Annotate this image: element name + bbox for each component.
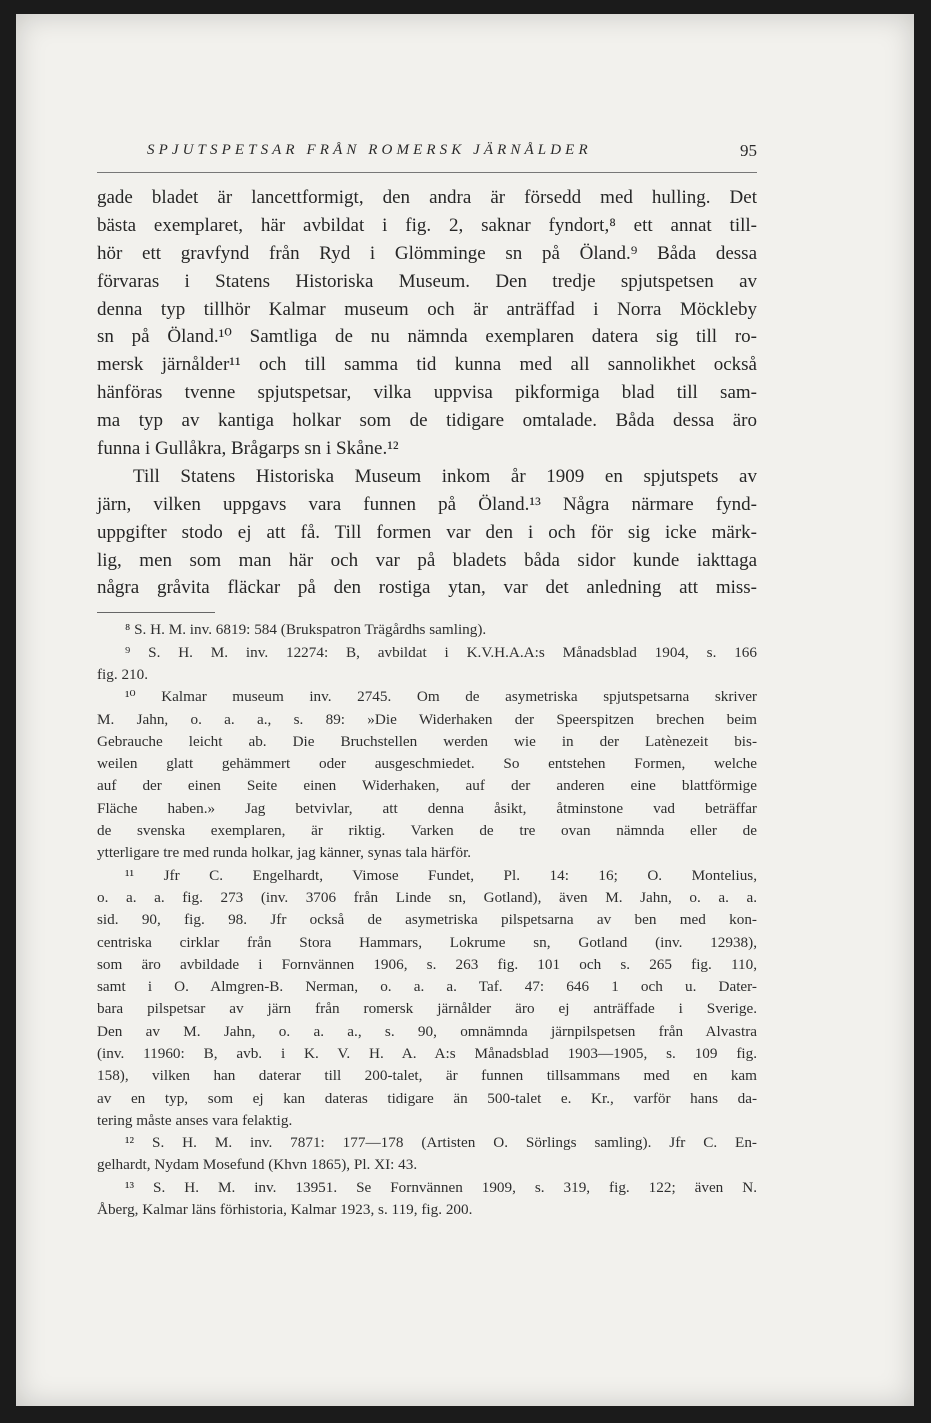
running-title: SPJUTSPETSAR FRÅN ROMERSK JÄRNÅLDER bbox=[147, 142, 592, 158]
footnote-line: samt i O. Almgren-B. Nerman, o. a. a. Taf. 47: 646 1 och u. Dater- bbox=[97, 978, 757, 996]
body-line: hänföras tvenne spjutspetsar, vilka uppvisa pikformiga blad till sam- bbox=[97, 382, 757, 404]
footnote-line: ⁸ S. H. M. inv. 6819: 584 (Brukspatron Trägårdhs samling). bbox=[125, 621, 487, 639]
footnote-line: ¹² S. H. M. inv. 7871: 177—178 (Artisten O. Sörlings samling). Jfr C. En- bbox=[125, 1134, 757, 1152]
body-line: sn på Öland.¹⁰ Samtliga de nu nämnda exemplaren datera sig till ro- bbox=[97, 326, 757, 348]
body-line: hör ett gravfynd från Ryd i Glömminge sn på Öland.⁹ Båda dessa bbox=[97, 242, 757, 264]
page-number: 95 bbox=[740, 141, 757, 160]
body-line: bästa exemplaret, här avbildat i fig. 2, saknar fyndort,⁸ ett annat till- bbox=[97, 214, 757, 236]
footnote-line: M. Jahn, o. a. a., s. 89: »Die Widerhaken der Speerspitzen brechen beim bbox=[97, 710, 757, 728]
footnote-line: Fläche haben.» Jag betvivlar, att denna åsikt, åtminstone vad beträffar bbox=[97, 799, 757, 817]
body-line: några gråvita fläckar på den rostiga ytan, var det anledning att miss- bbox=[97, 577, 757, 599]
footnote-separator bbox=[97, 612, 215, 613]
body-line: järn, vilken uppgavs vara funnen på Öland.¹³ Några närmare fynd- bbox=[97, 493, 757, 515]
footnote-line: fig. 210. bbox=[97, 665, 149, 683]
footnote-line: tering måste anses vara felaktig. bbox=[97, 1111, 293, 1129]
footnote-line: som äro avbildade i Fornvännen 1906, s. 263 fig. 101 och s. 265 fig. 110, bbox=[97, 955, 757, 973]
footnote-line: ¹¹ Jfr C. Engelhardt, Vimose Fundet, Pl. 14: 16; O. Montelius, bbox=[125, 866, 757, 884]
footnote-line: sid. 90, fig. 98. Jfr också de asymetriska pilspetsarna av ben med kon- bbox=[97, 911, 757, 929]
body-line: förvaras i Statens Historiska Museum. Den tredje spjutspetsen av bbox=[97, 270, 757, 292]
footnote-line: Den av M. Jahn, o. a. a., s. 90, omnämnda järnpilspetsen från Alvastra bbox=[97, 1022, 757, 1040]
footnote-line: Gebrauche leicht ab. Die Bruchstellen werden wie in der Latènezeit bis- bbox=[97, 732, 757, 750]
body-text bbox=[97, 184, 757, 1221]
body-line: lig, men som man här och var på bladets båda sidor kunde iakttaga bbox=[97, 549, 757, 571]
body-line: mersk järnålder¹¹ och till samma tid kunna med all sannolikhet också bbox=[97, 354, 757, 376]
body-line: Till Statens Historiska Museum inkom år 1909 en spjutspets av bbox=[133, 465, 757, 487]
footnote-line: centriska cirklar från Stora Hammars, Lokrume sn, Gotland (inv. 12938), bbox=[97, 933, 757, 951]
footnote-line: de svenska exemplaren, är riktig. Varken de tre ovan nämnda eller de bbox=[97, 822, 757, 840]
footnote-line: av en typ, som ej kan dateras tidigare än 500-talet e. Kr., varför hans da- bbox=[97, 1089, 757, 1107]
footnote-line: ¹⁰ Kalmar museum inv. 2745. Om de asymetriska spjutspetsarna skriver bbox=[125, 688, 757, 706]
book-page bbox=[16, 14, 914, 1406]
footnote-line: o. a. a. fig. 273 (inv. 3706 från Linde sn, Gotland), även M. Jahn, o. a. a. bbox=[97, 888, 757, 906]
footnote-line: ¹³ S. H. M. inv. 13951. Se Fornvännen 1909, s. 319, fig. 122; även N. bbox=[125, 1178, 757, 1196]
body-line: ma typ av kantiga holkar som de tidigare omtalade. Båda dessa äro bbox=[97, 410, 757, 432]
footnote-line: auf der einen Seite einen Widerhaken, auf der anderen eine blattförmige bbox=[97, 777, 757, 795]
footnote-line: ytterligare tre med runda holkar, jag känner, synas tala härför. bbox=[97, 844, 472, 862]
footnote-line: 158), vilken han daterar till 200-talet, är funnen tillsammans med en kam bbox=[97, 1067, 757, 1085]
footnote-line: (inv. 11960: B, avb. i K. V. H. A. A:s Månadsblad 1903—1905, s. 109 fig. bbox=[97, 1045, 757, 1062]
footnote-line: bara pilspetsar av järn från romersk järnålder äro ej anträffade i Sverige. bbox=[97, 1000, 757, 1018]
footnote-line: gelhardt, Nydam Mosefund (Khvn 1865), Pl. XI: 43. bbox=[97, 1156, 418, 1174]
footnote-line: Åberg, Kalmar läns förhistoria, Kalmar 1923, s. 119, fig. 200. bbox=[97, 1201, 473, 1219]
body-line: uppgifter stodo ej att få. Till formen var den i och för sig icke märk- bbox=[97, 521, 757, 543]
footnote-line: ⁹ S. H. M. inv. 12274: B, avbildat i K.V.H.A.A:s Månadsblad 1904, s. 166 bbox=[125, 643, 757, 661]
footnote-line: weilen glatt gehämmert oder ausgeschmiedet. So entstehen Formen, welche bbox=[97, 755, 757, 773]
body-line: gade bladet är lancettformigt, den andra är försedd med hulling. Det bbox=[97, 187, 757, 208]
page-header bbox=[97, 132, 757, 173]
body-line: funna i Gullåkra, Brågarps sn i Skåne.¹² bbox=[97, 438, 399, 460]
footnotes bbox=[97, 619, 757, 1221]
body-line: denna typ tillhör Kalmar museum och är anträffad i Norra Möckleby bbox=[97, 298, 757, 320]
